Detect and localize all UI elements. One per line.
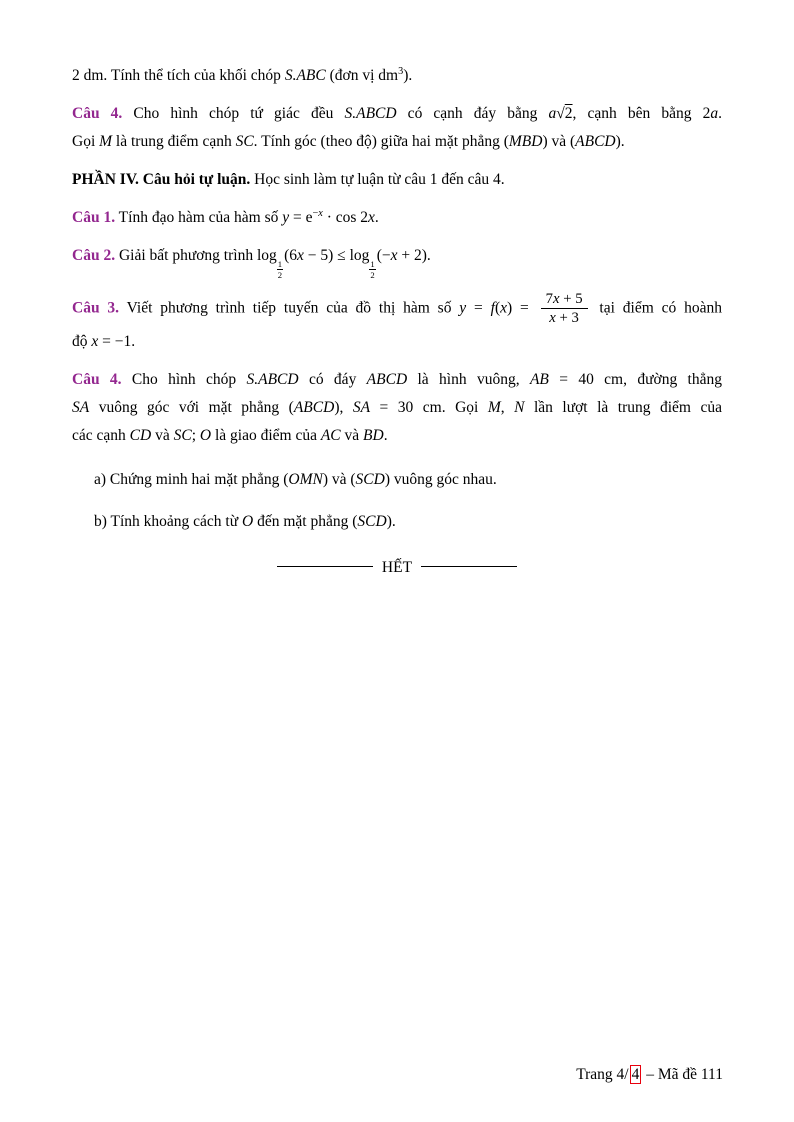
text-run: 2 dm. Tính thể tích của khối chóp <box>72 67 285 84</box>
text-run: a <box>548 105 557 122</box>
text-run: ABCD <box>366 370 408 388</box>
text-run: x <box>390 247 398 264</box>
text-run: S.ABC <box>284 67 326 84</box>
text-run: Câu 4. <box>72 105 123 122</box>
text-run: ( <box>494 299 501 317</box>
text-run: lần lượt là trung điểm của <box>524 398 722 416</box>
page-footer <box>576 1064 723 1092</box>
text-run: x <box>500 299 508 317</box>
mcq-cau4-statement <box>72 100 722 156</box>
text-run: có cạnh đáy bằng <box>396 105 549 122</box>
text-run: SCD <box>357 512 387 530</box>
text-run: tại điểm có hoành <box>591 299 722 317</box>
text-run: ). <box>615 133 625 150</box>
text-line <box>72 290 722 328</box>
text-run: y <box>282 209 290 226</box>
text-run: . <box>374 209 379 226</box>
text-run: là giao điểm của <box>211 426 321 444</box>
text-run: là hình vuông, <box>407 370 530 388</box>
text-run: các cạnh <box>72 426 130 444</box>
text-run: MBD <box>508 133 543 150</box>
text-run: Gọi <box>72 133 100 150</box>
text-run: − <box>312 207 319 219</box>
text-run: 3 <box>398 65 404 77</box>
text-run: b) Tính khoảng cách từ <box>94 512 243 530</box>
text-run: O <box>199 426 212 444</box>
text-run: OMN <box>288 470 323 488</box>
text-line <box>72 242 722 280</box>
text-run: – Mã đề 111 <box>642 1066 723 1083</box>
text-run: · cos 2 <box>322 209 369 226</box>
text-run: Học sinh làm tự luận từ câu 1 đến câu 4. <box>250 171 505 188</box>
text-line <box>72 204 722 232</box>
text-run: N <box>514 398 525 416</box>
text-run: 2 <box>564 105 573 122</box>
footer-line <box>576 1064 723 1092</box>
text-run: M <box>487 398 501 416</box>
text-run: f <box>490 299 495 317</box>
text-run: ), <box>334 398 353 416</box>
text-line <box>72 100 722 128</box>
text-run: PHẦN IV. Câu hỏi tự luận. <box>72 171 251 188</box>
inline-fraction <box>541 290 588 328</box>
text-run: x <box>368 209 375 226</box>
text-run: ) = <box>507 299 537 317</box>
text-run: (− <box>376 247 391 264</box>
text-run: có đáy <box>298 370 367 388</box>
text-run: HẾT <box>381 558 413 576</box>
text-run: ) và ( <box>322 470 356 488</box>
text-line <box>72 328 722 356</box>
text-run: a) Chứng minh hai mặt phẳng ( <box>94 470 289 488</box>
essay-cau1-statement <box>72 204 722 232</box>
text-run: là trung điểm cạnh <box>112 133 236 150</box>
page-number-link-box[interactable] <box>630 1065 642 1084</box>
text-line <box>72 166 722 194</box>
text-run: Câu 3. <box>72 299 120 317</box>
text-run: ABCD <box>575 133 616 150</box>
prev-question-continuation <box>72 62 722 90</box>
text-run: ; <box>191 426 200 444</box>
text-run: SC <box>235 133 254 150</box>
text-run: = e <box>289 209 313 226</box>
text-run: 4 <box>631 1066 640 1083</box>
text-run: ). <box>403 67 413 84</box>
essay-cau4-statement <box>72 366 722 450</box>
essay-cau4-subitems <box>94 466 722 536</box>
log-base-fraction: $\frac{1}{2}$ <box>370 258 375 280</box>
text-run: = −1. <box>98 332 136 350</box>
text-run: x <box>318 207 323 219</box>
text-run: = 40 cm, đường thẳng <box>548 370 722 388</box>
text-run: và <box>340 426 364 444</box>
text-run: . Tính góc (theo độ) giữa hai mặt phẳng ( <box>253 133 509 150</box>
text-run: S.ABCD <box>246 370 299 388</box>
end-marker <box>72 554 722 582</box>
text-line <box>72 394 722 422</box>
text-run: Viết phương trình tiếp tuyến của đồ thị hàm số <box>119 299 460 317</box>
text-run: đến mặt phẳng ( <box>253 512 358 530</box>
text-run: AB <box>529 370 549 388</box>
text-run: vuông góc với mặt phẳng ( <box>89 398 294 416</box>
text-run: SA <box>72 398 90 416</box>
text-line <box>94 466 722 494</box>
text-run: Câu 2. <box>72 247 116 264</box>
text-run: ABCD <box>293 398 335 416</box>
text-run: Trang 4/ <box>576 1066 629 1083</box>
text-run: Câu 1. <box>72 209 116 226</box>
text-run: ) và ( <box>542 133 576 150</box>
text-line <box>72 422 722 450</box>
text-run: . <box>383 426 388 444</box>
text-run: + 5 <box>559 290 583 307</box>
text-run: + 3 <box>555 310 579 327</box>
essay-cau2-statement <box>72 242 722 280</box>
log-base-fraction: $\frac{1}{2}$ <box>277 258 283 280</box>
text-run: độ <box>72 332 92 350</box>
text-line <box>94 508 722 536</box>
text-run: ). <box>386 512 396 530</box>
text-run: O <box>242 512 254 530</box>
text-run: √ <box>556 105 565 122</box>
end-rule-dash <box>421 566 517 567</box>
section-heading-part-iv <box>72 166 722 194</box>
text-run: x <box>552 290 560 307</box>
text-run: , cạnh bên bằng 2 <box>572 105 711 122</box>
text-run: Giải bất phương trình log <box>115 247 277 264</box>
text-run: y <box>459 299 467 317</box>
text-run: + 2). <box>397 247 431 264</box>
text-run: = <box>466 299 491 317</box>
end-marker-line <box>72 554 722 582</box>
text-run: SA <box>352 398 371 416</box>
text-run: Cho hình chóp <box>121 370 247 388</box>
text-run: CD <box>129 426 152 444</box>
text-run: − 5) ≤ log <box>303 247 370 264</box>
text-run: (đơn vị dm <box>325 67 399 84</box>
text-run: a <box>710 105 719 122</box>
text-run: S.ABCD <box>344 105 397 122</box>
text-run: AC <box>320 426 341 444</box>
end-rule-dash <box>277 566 373 567</box>
text-run: . <box>718 105 722 122</box>
text-run: SC <box>173 426 192 444</box>
text-run: x <box>549 310 556 327</box>
text-run: (6 <box>284 247 298 264</box>
text-line <box>72 366 722 394</box>
text-run: SCD <box>355 470 385 488</box>
text-run: , <box>500 398 515 416</box>
text-run: BD <box>363 426 384 444</box>
text-run: Tính đạo hàm của hàm số <box>115 209 283 226</box>
text-run: Câu 4. <box>72 370 122 388</box>
text-run: x <box>297 247 304 264</box>
text-run: = 30 cm. Gọi <box>370 398 488 416</box>
text-run: x <box>91 332 99 350</box>
text-run: Cho hình chóp tứ giác đều <box>122 105 345 122</box>
essay-cau3-statement <box>72 290 722 356</box>
text-run: và <box>151 426 174 444</box>
text-run: 7 <box>545 290 553 307</box>
essay-cau4-item-b <box>94 508 722 536</box>
text-run: M <box>99 133 113 150</box>
text-run: ) vuông góc nhau. <box>384 470 497 488</box>
essay-cau4-item-a <box>94 466 722 494</box>
text-line <box>72 62 722 90</box>
text-line <box>72 128 722 156</box>
